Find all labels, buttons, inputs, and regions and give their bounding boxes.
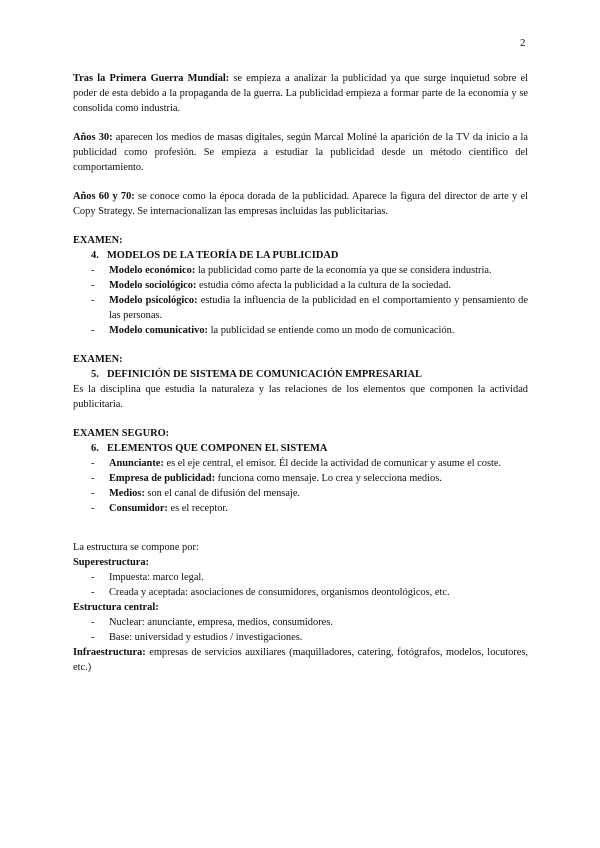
infraestructura-text: empresas de servicios auxiliares (maquilladores, catering, fotógrafos, modelos, locutores, etc.) [73,647,528,673]
section-heading [91,441,528,456]
section-models [73,233,528,338]
section-definition [73,352,528,412]
item-label: Modelo económico: [109,265,196,276]
list-item [73,293,528,323]
section-title: DEFINICIÓN DE SISTEMA DE COMUNICACIÓN EMPRESARIAL [107,369,422,380]
structure-section [73,540,528,675]
list-item [73,501,528,516]
item-label: Consumidor: [109,503,168,514]
section-elements [73,426,528,516]
section-number: 6. [91,443,99,454]
superestructura-label: Superestructura: [73,557,149,568]
list-item [73,486,528,501]
exam-label: EXAMEN SEGURO: [73,428,170,439]
page-number: 2 [520,37,526,49]
list-item [73,263,528,278]
item-label: Medios: [109,488,145,499]
superestructura-list [73,570,528,600]
item-text: la publicidad como parte de la economía ya que se considera industria. [195,265,492,276]
item-label: Modelo psicológico: [109,295,198,306]
para-label: Años 30: [73,132,113,143]
spacer [73,530,528,540]
estructura-central-label: Estructura central: [73,602,159,613]
exam-label: EXAMEN: [73,354,123,365]
elements-list [73,456,528,516]
section-heading [91,367,528,382]
models-list [73,263,528,338]
estructura-central-list [73,615,528,645]
para-text: se empieza a analizar la publicidad ya que surge inquietud sobre el poder de esta debido a la propaganda de la guerra. La publicidad empieza a formar parte de la economía y se consolida como industria. [73,73,528,114]
para-text: se conoce como la época dorada de la publicidad. Aparece la figura del director de arte y el Copy Strategy. Se internacionalizan las empresas incluidas las publicitarias. [73,191,528,217]
para-text: aparecen los medios de masas digitales, según Marcal Moliné la aparición de la TV da inicio a la publicidad como profesión. Se empieza a estudiar la publicidad desde un método científico del comportamiento. [73,132,528,173]
list-item [73,456,528,471]
item-text: estudia cómo afecta la publicidad a la cultura de la sociedad. [196,280,451,291]
item-text: es el receptor. [167,503,228,514]
definition-text: Es la disciplina que estudia la naturaleza y las relaciones de los elementos que componen la actividad publicitaria. [73,384,528,410]
infraestructura-paragraph [73,645,528,675]
list-item: - Nuclear: anunciante, empresa, medios, consumidores. [73,615,528,630]
structure-intro: La estructura se compone por: [73,542,199,553]
intro-paragraph-2 [73,130,528,175]
para-label: Tras la Primera Guerra Mundial: [73,73,230,84]
item-label: Modelo comunicativo: [109,325,208,336]
item-text: la publicidad se entiende como un modo de comunicación. [208,325,455,336]
item-text: son el canal de difusión del mensaje. [144,488,301,499]
list-item [73,471,528,486]
item-text: es el eje central, el emisor. Él decide la actividad de comunicar y asume el coste. [163,458,502,469]
list-item [73,278,528,293]
intro-paragraph-3 [73,189,528,219]
item-text: funciona como mensaje. Lo crea y selecciona medios. [215,473,442,484]
section-number: 4. [91,250,99,261]
list-item: - Base: universidad y estudios / investigaciones. [73,630,528,645]
document-body [73,71,528,675]
list-item: - Impuesta: marco legal. [73,570,528,585]
section-heading [91,248,528,263]
item-label: Anunciante: [109,458,164,469]
item-label: Modelo sociológico: [109,280,197,291]
section-title: ELEMENTOS QUE COMPONEN EL SISTEMA [107,443,328,454]
list-item [73,323,528,338]
exam-label: EXAMEN: [73,235,123,246]
item-label: Empresa de publicidad: [109,473,216,484]
section-title: MODELOS DE LA TEORÍA DE LA PUBLICIDAD [107,250,339,261]
infraestructura-label: Infraestructura: [73,647,146,658]
list-item: - Creada y aceptada: asociaciones de consumidores, organismos deontológicos, etc. [73,585,528,600]
intro-paragraph-1 [73,71,528,116]
item-text: estudia la influencia de la publicidad en el comportamiento y pensamiento de las personas. [109,295,528,321]
para-label: Años 60 y 70: [73,191,135,202]
section-number: 5. [91,369,99,380]
